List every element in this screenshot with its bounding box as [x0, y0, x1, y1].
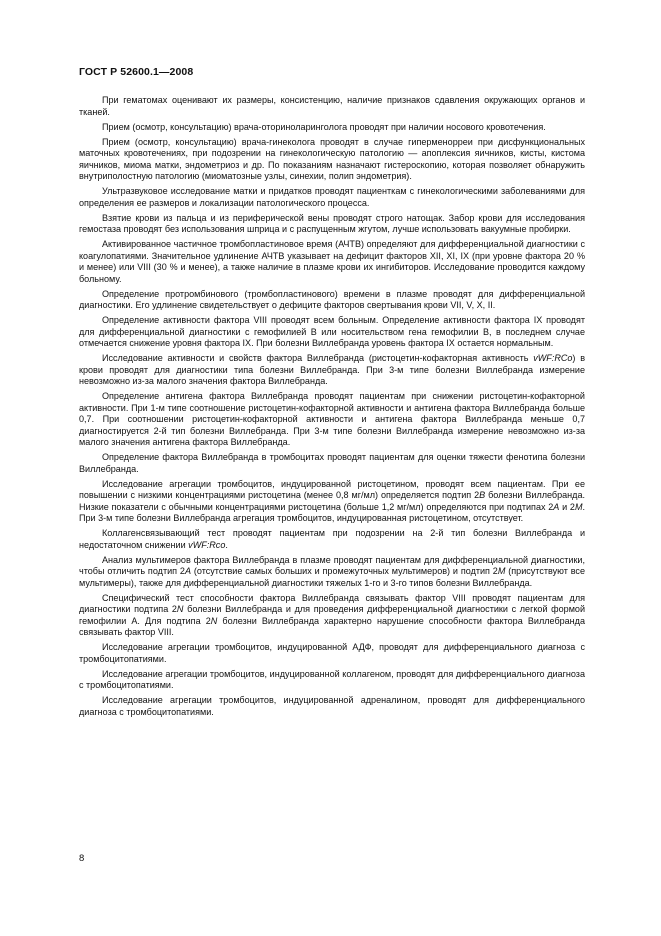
paragraph — [79, 289, 585, 312]
italic-term: vWF:RCo — [533, 353, 573, 363]
italic-term: M — [574, 501, 583, 512]
paragraph — [79, 479, 585, 525]
italic-term: vWF:Rco — [188, 539, 226, 550]
paragraph-text: Взятие крови из пальца и из периферической вены проводят строго натощак. Забор крови для исследования гемостаза проводят без использования шприца и с распущенным жгутом, лучше использовать вакуумные пробирки. — [79, 212, 585, 234]
paragraph-text: Определение активности фактора VIII проводят всем больным. Определение активности фактора IX проводят для дифференциальной диагностики с гемофилией В или носительством гена гемофилии В, в последнем случае отмечается снижение уровня фактора IX. При болезни Виллебранда уровень фактора IX остается нормальным. — [79, 315, 585, 348]
paragraph — [79, 528, 585, 551]
paragraph — [79, 239, 585, 285]
paragraph-text: При гематомах оценивают их размеры, консистенцию, наличие признаков сдавления окружающих органов и тканей. — [79, 95, 585, 117]
paragraph-text: и 2 — [559, 501, 575, 512]
italic-term: N — [210, 615, 218, 626]
paragraph-text: Исследование агрегации тромбоцитов, индуцированной АДФ, проводят для дифференциального диагноза с тромбоцитопатиями. — [79, 642, 585, 664]
italic-term: N — [176, 604, 184, 614]
paragraph — [79, 391, 585, 449]
page-number: 8 — [79, 853, 85, 864]
paragraph — [79, 452, 585, 475]
paragraph — [79, 593, 585, 639]
paragraph — [79, 555, 585, 590]
document-header: ГОСТ Р 52600.1—2008 — [79, 66, 194, 78]
paragraph-text: Определение антигена фактора Виллебранда проводят пациентам при снижении ристоцетин-кофакторной активности. При 1-м типе соотношение ристоцетин-кофакторной активности и антигена фактора Виллебранда больше 0,7. При соотношении ристоцетин-кофакторной активности и антигена фактора Виллебранда меньше 0,7 диагностируется 2-й тип болезни Виллебранда. При 3-м типе болезни Виллебранда измерение невозможно из-за малого значения антигена фактора Виллебранда. — [79, 391, 585, 447]
paragraph-text: (присутствуют все мультимеры), также для дифференциальной диагностики тяжелых 1-го и 3-го типов болезни Виллебранда. — [79, 566, 585, 588]
italic-term: A — [184, 566, 191, 576]
paragraph-text: ) в крови проводят для диагностики типа болезни Виллебранда. При 3-м типе болезни Виллебранда измерение невозможно из-за малого значения фактора Виллебранда. — [79, 353, 585, 386]
paragraph-text: (отсутствие самых больших и промежуточных мультимеров) и подтип 2 — [190, 566, 498, 576]
paragraph — [79, 642, 585, 665]
body-text — [79, 95, 585, 722]
paragraph — [79, 186, 585, 209]
paragraph-text: болезни Виллебранда характерно нарушение способности фактора Виллебранда связывать фактор VIII. — [79, 615, 585, 637]
paragraph-text: болезни Виллебранда и для проведения дифференциальной диагностики с легкой формой гемофилии А. Для подтипа 2 — [79, 604, 585, 626]
paragraph-text: Прием (осмотр, консультацию) врача-гинеколога проводят в случае гиперменорреи при дисфункциональных маточных кровотечениях, при подозрении на гинекологическую патологию — апоплексия яичников, кисты, кистома яичников, миома матки, эндометриоз и др. По показаниям назначают гистероскопию, которая позволяет обнаружить внутриполостную патологию (миоматозные узлы, синехии, полип эндометрия). — [79, 136, 585, 181]
paragraph-text: Определение протромбинового (тромбопластинового) времени в плазме проводят для дифференциальной диагностики. Его удлинение свидетельствует о дефиците факторов свертывания крови VII, V, X, II. — [79, 288, 585, 310]
paragraph — [79, 353, 585, 388]
paragraph — [79, 695, 585, 718]
paragraph — [79, 213, 585, 236]
paragraph-text: . При 3-м типе болезни Виллебранда агрегация тромбоцитов, индуцированная ристоцетином, отсутствует. — [79, 501, 585, 523]
paragraph-text: Определение фактора Виллебранда в тромбоцитах проводят пациентам для оценки тяжести фенотипа болезни Виллебранда. — [79, 452, 585, 474]
paragraph-text: Анализ мультимеров фактора Виллебранда в плазме проводят пациентам для дифференциальной диагностики, чтобы отличить подтип 2 — [79, 554, 585, 576]
paragraph-text: Специфический тест способности фактора Виллебранда связывать фактор VIII проводят пациентам для диагностики подтипа 2 — [79, 592, 585, 614]
paragraph-text: Прием (осмотр, консультацию) врача-оториноларинголога проводят при наличии носового кровотечения. — [102, 121, 546, 132]
paragraph-text: Активированное частичное тромбопластиновое время (АЧТВ) определяют для дифференциальной диагностики с коагулопатиями. Значительное удлинение АЧТВ указывает на дефицит факторов XII, XI, IX (при уровне фактора 20 % и менее) или VIII (30 % и менее), а также наличие в плазме крови их ингибиторов. Исследование проводится каждому больному. — [79, 239, 585, 284]
paragraph-text: . — [225, 539, 228, 550]
paragraph — [79, 669, 585, 692]
paragraph-text: Ультразвуковое исследование матки и придатков проводят пациенткам с гинекологическими заболеваниями для определения ее размеров и локализации патологического процесса. — [79, 186, 585, 208]
paragraph-text: Исследование агрегации тромбоцитов, индуцированной адреналином, проводят для дифференциального диагноза с тромбоцитопатиями. — [79, 695, 585, 717]
paragraph-text: Исследование агрегации тромбоцитов, индуцированной ристоцетином, проводят всем пациентам. При ее повышении с низкими концентрациями ристоцетина (менее 0,8 мг/мл) определяется подтип 2 — [79, 478, 585, 500]
italic-term: B — [479, 490, 486, 500]
paragraph — [79, 122, 585, 134]
paragraph-text: Коллагенсвязывающий тест проводят пациентам при подозрении на 2-й тип болезни Виллебранда и недостаточном снижении — [79, 528, 585, 550]
paragraph — [79, 137, 585, 183]
paragraph — [79, 315, 585, 350]
paragraph-text: Исследование агрегации тромбоцитов, индуцированной коллагеном, проводят для дифференциального диагноза с тромбоцитопатиями. — [79, 668, 585, 690]
italic-term: M — [497, 566, 506, 576]
paragraph-text: Исследование активности и свойств фактора Виллебранда (ристоцетин-кофакторная активность — [102, 353, 534, 363]
italic-term: A — [553, 501, 560, 512]
paragraph-text: болезни Виллебранда. Низкие показатели с обычными концентрациями ристоцетина (больше 1,2 мг/мл) определяются при подтипах 2 — [79, 490, 585, 512]
paragraph — [79, 95, 585, 118]
